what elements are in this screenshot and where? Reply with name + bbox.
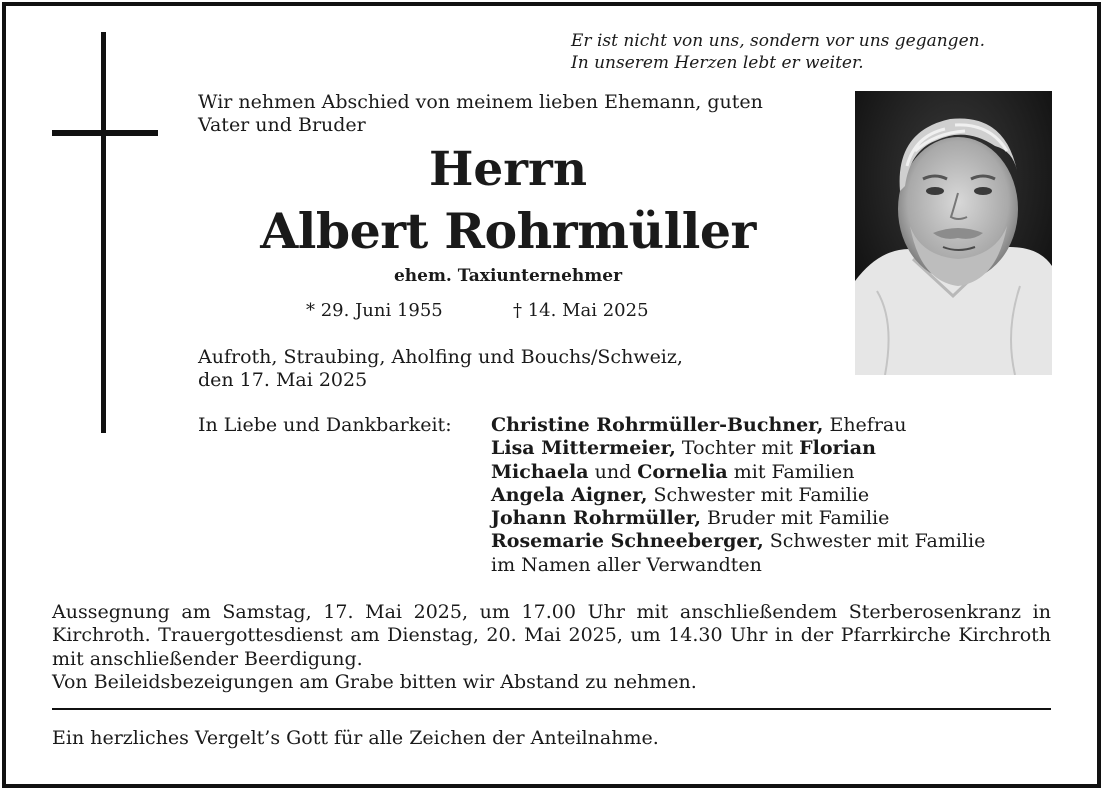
intro-line-2: Vater und Bruder [198, 114, 366, 136]
mourner-relation: mit Familien [727, 460, 855, 483]
list-item [491, 461, 985, 484]
date-line: den 17. Mai 2025 [198, 369, 368, 391]
mourner-relation: Schwester mit Familie [647, 483, 870, 506]
service-details [52, 601, 1051, 694]
birth-date: * 29. Juni 1955 [306, 300, 443, 321]
mourner-relation: im Namen aller Verwandten [491, 553, 762, 576]
list-item [491, 507, 985, 530]
service-paragraph: Aussegnung am Samstag, 17. Mai 2025, um 17.00 Uhr mit anschließendem Sterberosenkranz in Kirchroth. Trauergottesdienst am Dienstag, 20. Mai 2025, um 14.30 Uhr in der Pfarrkirche Kirchroth mit anschließender Beerdigung. [52, 601, 1051, 670]
mourner-name: Florian [799, 437, 876, 460]
occupation: ehem. Taxiunternehmer [393, 266, 623, 286]
deceased-name: Albert Rohrmüller [260, 202, 756, 260]
mourner-name: Christine Rohrmüller-Buchner, [491, 414, 824, 436]
mourner-name: Johann Rohrmüller, [491, 507, 702, 530]
condolence-note: Von Beileidsbezeigungen am Grabe bitten wir Abstand zu nehmen. [52, 670, 697, 693]
mourner-name: Angela Aigner, [491, 483, 648, 506]
list-item [491, 530, 985, 553]
mourner-name: Rosemarie Schneeberger, [491, 530, 764, 553]
list-item [491, 484, 985, 507]
places-line: Aufroth, Straubing, Aholfing und Bouchs/Schweiz, [198, 346, 683, 368]
list-item [491, 414, 985, 437]
portrait-photo [855, 91, 1052, 375]
cross-vertical-bar [101, 32, 106, 433]
death-date: † 14. Mai 2025 [513, 300, 649, 321]
mourner-name: Lisa Mittermeier, [491, 437, 676, 460]
motto [571, 30, 985, 74]
mourner-relation: und [588, 460, 638, 483]
mourner-relation: Bruder mit Familie [701, 507, 890, 530]
portrait-illustration [855, 91, 1052, 375]
mourners-list [491, 414, 985, 577]
mourner-relation: Schwester mit Familie [763, 530, 986, 553]
cross-horizontal-bar [52, 130, 158, 136]
mourners-label: In Liebe und Dankbarkeit: [198, 414, 452, 436]
mourner-relation: Tochter mit [675, 437, 800, 460]
mourner-name: Cornelia [637, 460, 728, 483]
mourner-name: Michaela [491, 460, 589, 483]
divider [52, 708, 1051, 710]
salutation: Herrn [428, 142, 587, 197]
thanks-line: Ein herzliches Vergelt’s Gott für alle Zeichen der Anteilnahme. [52, 727, 659, 749]
intro-line-1: Wir nehmen Abschied von meinem lieben Ehemann, guten [198, 91, 763, 113]
list-item [491, 554, 985, 577]
motto-line-2: In unserem Herzen lebt er weiter. [571, 53, 864, 73]
list-item [491, 437, 985, 460]
motto-line-1: Er ist nicht von uns, sondern vor uns gegangen. [571, 31, 985, 51]
intro-text [198, 91, 763, 137]
mourner-relation: Ehefrau [823, 414, 907, 436]
place-and-date [198, 346, 683, 392]
